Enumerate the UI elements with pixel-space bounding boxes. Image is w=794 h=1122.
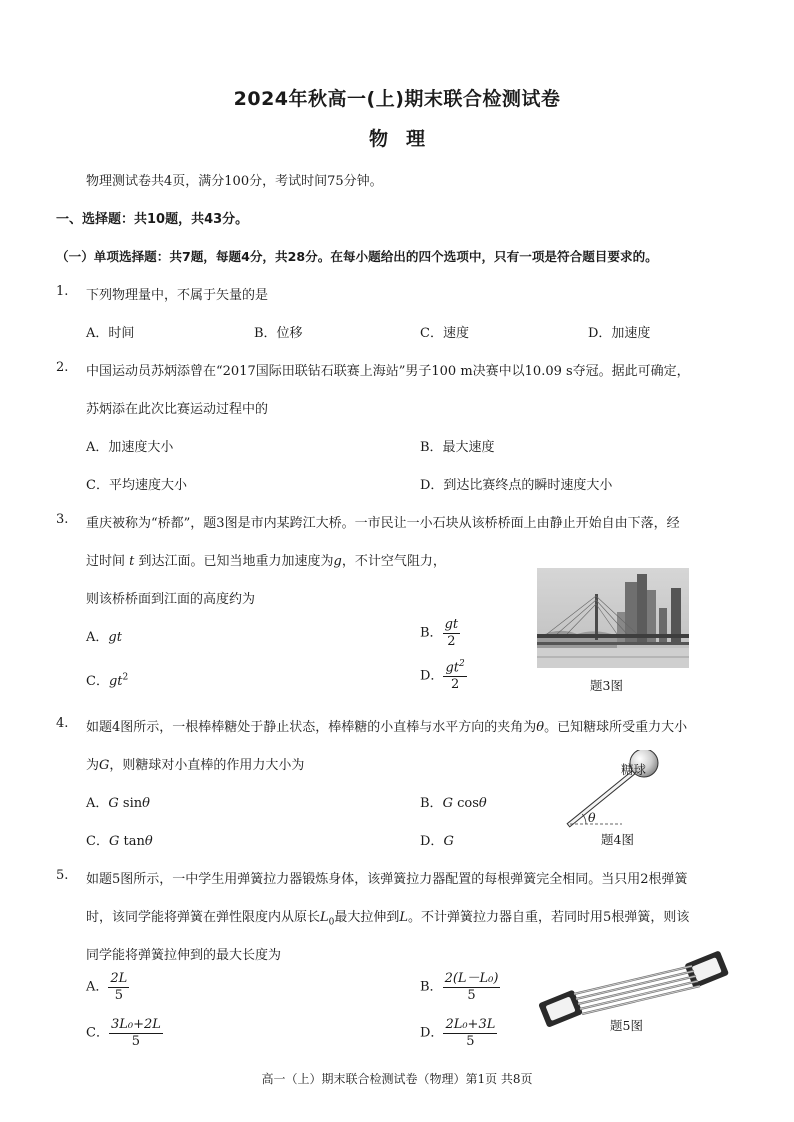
question-stem-line2: 为G，则糖球对小直棒的作用力大小为 — [86, 758, 305, 773]
question-stem-line1: 如题4图所示，一根棒棒糖处于静止状态，棒棒糖的小直棒与水平方向的夹角为θ。已知糖球所受重力大小 — [86, 720, 688, 735]
option-c: C．$gt^2$ — [86, 672, 129, 689]
figure-caption: 题3图 — [590, 678, 623, 693]
option-b: B．最大速度 — [420, 440, 495, 455]
question-number: 4. — [56, 716, 69, 731]
option-a: A．时间 — [86, 326, 135, 341]
option-d: D． $\frac{gt^2}{2}$ — [420, 659, 465, 692]
option-c: C．G tanθ — [86, 834, 153, 849]
question-number: 3. — [56, 512, 69, 527]
option-b: B．G cosθ — [420, 796, 487, 811]
question-number: 5. — [56, 868, 69, 883]
page-footer: 高一（上）期末联合检测试卷（物理）第1页 共8页 — [261, 1072, 533, 1086]
section-heading: 一、选择题：共10题，共43分。 — [56, 212, 249, 227]
exam-title: 2024年秋高一(上)期末联合检测试卷 — [233, 88, 561, 110]
question-stem-line1: 中国运动员苏炳添曾在“2017国际田联钻石联赛上海站”男子100 m决赛中以10.09 s夺冠。据此可确定， — [86, 364, 690, 379]
question-stem-line2: 过时间 t 到达江面。已知当地重力加速度为g，不计空气阻力， — [86, 554, 446, 569]
option-b: B． $\frac{gt}{2}$ — [420, 617, 459, 649]
option-b: B．位移 — [254, 326, 303, 341]
option-a: A．加速度大小 — [86, 440, 174, 455]
subsection-heading: （一）单项选择题：共7题，每题4分，共28分。在每小题给出的四个选项中，只有一项是符合题目要求的。 — [56, 249, 658, 264]
question-stem-line2: 苏炳添在此次比赛运动过程中的 — [86, 402, 269, 417]
option-a: A．gt — [86, 630, 122, 645]
lollipop-figure — [560, 750, 680, 832]
option-d: D．到达比赛终点的瞬时速度大小 — [420, 478, 613, 493]
intro-text: 物理测试卷共4页，满分100分，考试时间75分钟。 — [86, 174, 383, 189]
ball-label: 糖球 — [621, 762, 647, 777]
option-d: D． $\frac{\text{2L₀+3L}}{5}$ — [420, 1017, 496, 1049]
question-stem-line1: 重庆被称为“桥都”，题3图是市内某跨江大桥。一市民让一小石块从该桥桥面上由静止开始自由下落，经 — [86, 516, 680, 531]
question-stem-line2: 时，该同学能将弹簧在弹性限度内从原长$L_0$最大拉伸到L。不计弹簧拉力器自重，若同时用5根弹簧，则该 — [86, 910, 690, 928]
bridge-photo — [537, 568, 689, 668]
option-c: C．速度 — [420, 326, 469, 341]
question-number: 1. — [56, 284, 69, 299]
angle-label: θ — [588, 810, 596, 825]
option-c: C．平均速度大小 — [86, 478, 187, 493]
option-c: C． $\frac{\text{3L₀+2L}}{5}$ — [86, 1017, 161, 1049]
figure-caption: 题4图 — [601, 832, 634, 847]
option-a: A．G sinθ — [86, 796, 150, 811]
option-a: A． $\frac{2L}{5}$ — [86, 971, 128, 1003]
figure-caption: 题5图 — [610, 1018, 643, 1033]
question-stem: 下列物理量中，不属于矢量的是 — [86, 288, 269, 303]
subject-title: 物理 — [368, 128, 443, 150]
question-number: 2. — [56, 360, 69, 375]
question-stem-line3: 同学能将弹簧拉伸到的最大长度为 — [86, 948, 282, 963]
question-stem-line3: 则该桥桥面到江面的高度约为 — [86, 592, 256, 607]
question-stem-line1: 如题5图所示，一中学生用弹簧拉力器锻炼身体，该弹簧拉力器配置的每根弹簧完全相同。当只用2根弹簧 — [86, 872, 688, 887]
option-b: B． $\frac{\text{2(L－L₀)}}{5}$ — [420, 971, 499, 1003]
option-d: D．G — [420, 834, 454, 849]
option-d: D．加速度 — [588, 326, 651, 341]
